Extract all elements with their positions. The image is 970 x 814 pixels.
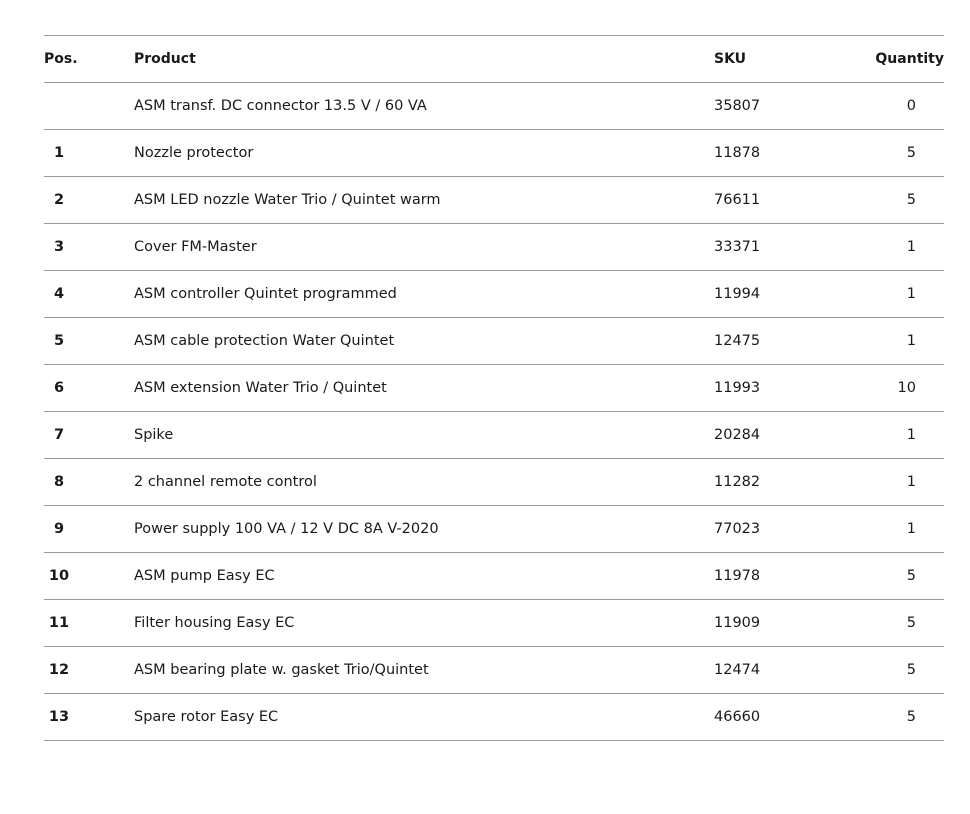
row-product: Cover FM-Master — [134, 224, 714, 271]
row-product: Power supply 100 VA / 12 V DC 8A V-2020 — [134, 506, 714, 553]
table-row — [44, 694, 944, 741]
row-quantity: 5 — [854, 694, 944, 741]
row-product: ASM transf. DC connector 13.5 V / 60 VA — [134, 83, 714, 130]
row-product: 2 channel remote control — [134, 459, 714, 506]
parts-table — [44, 35, 944, 741]
row-pos: 12 — [44, 647, 134, 694]
row-sku: 12475 — [714, 318, 854, 365]
row-pos: 1 — [44, 130, 134, 177]
row-quantity: 5 — [854, 553, 944, 600]
row-product: ASM bearing plate w. gasket Trio/Quintet — [134, 647, 714, 694]
row-pos: 5 — [44, 318, 134, 365]
row-pos: 7 — [44, 412, 134, 459]
table-row — [44, 647, 944, 694]
row-sku: 12474 — [714, 647, 854, 694]
row-pos — [44, 83, 134, 130]
table-row — [44, 412, 944, 459]
row-sku: 33371 — [714, 224, 854, 271]
row-product: ASM extension Water Trio / Quintet — [134, 365, 714, 412]
row-product: Nozzle protector — [134, 130, 714, 177]
row-quantity: 5 — [854, 647, 944, 694]
row-quantity: 1 — [854, 412, 944, 459]
header-sku: SKU — [714, 36, 854, 83]
row-quantity: 5 — [854, 130, 944, 177]
row-sku: 11878 — [714, 130, 854, 177]
table-row — [44, 318, 944, 365]
table-row — [44, 506, 944, 553]
table-row — [44, 271, 944, 318]
row-sku: 11994 — [714, 271, 854, 318]
row-product: ASM LED nozzle Water Trio / Quintet warm — [134, 177, 714, 224]
row-pos: 10 — [44, 553, 134, 600]
row-product: ASM controller Quintet programmed — [134, 271, 714, 318]
row-quantity: 1 — [854, 224, 944, 271]
row-sku: 20284 — [714, 412, 854, 459]
header-quantity: Quantity — [854, 36, 944, 83]
row-sku: 11909 — [714, 600, 854, 647]
table-row — [44, 177, 944, 224]
row-sku: 11282 — [714, 459, 854, 506]
row-product: Filter housing Easy EC — [134, 600, 714, 647]
table-row — [44, 83, 944, 130]
row-pos: 3 — [44, 224, 134, 271]
row-product: Spike — [134, 412, 714, 459]
row-quantity: 1 — [854, 271, 944, 318]
row-sku: 35807 — [714, 83, 854, 130]
row-quantity: 1 — [854, 459, 944, 506]
table-row — [44, 553, 944, 600]
table-header-row — [44, 36, 944, 83]
row-sku: 11993 — [714, 365, 854, 412]
row-quantity: 5 — [854, 600, 944, 647]
row-product: ASM cable protection Water Quintet — [134, 318, 714, 365]
parts-list — [44, 35, 944, 741]
row-product: Spare rotor Easy EC — [134, 694, 714, 741]
row-quantity: 1 — [854, 506, 944, 553]
table-row — [44, 130, 944, 177]
row-quantity: 5 — [854, 177, 944, 224]
row-sku: 11978 — [714, 553, 854, 600]
row-pos: 13 — [44, 694, 134, 741]
row-pos: 6 — [44, 365, 134, 412]
row-sku: 46660 — [714, 694, 854, 741]
table-row — [44, 600, 944, 647]
table-row — [44, 224, 944, 271]
row-sku: 77023 — [714, 506, 854, 553]
row-quantity: 10 — [854, 365, 944, 412]
row-quantity: 0 — [854, 83, 944, 130]
table-row — [44, 365, 944, 412]
row-pos: 9 — [44, 506, 134, 553]
header-pos: Pos. — [44, 36, 134, 83]
table-row — [44, 459, 944, 506]
row-quantity: 1 — [854, 318, 944, 365]
row-pos: 2 — [44, 177, 134, 224]
row-pos: 11 — [44, 600, 134, 647]
row-pos: 8 — [44, 459, 134, 506]
row-product: ASM pump Easy EC — [134, 553, 714, 600]
row-sku: 76611 — [714, 177, 854, 224]
header-product: Product — [134, 36, 714, 83]
row-pos: 4 — [44, 271, 134, 318]
